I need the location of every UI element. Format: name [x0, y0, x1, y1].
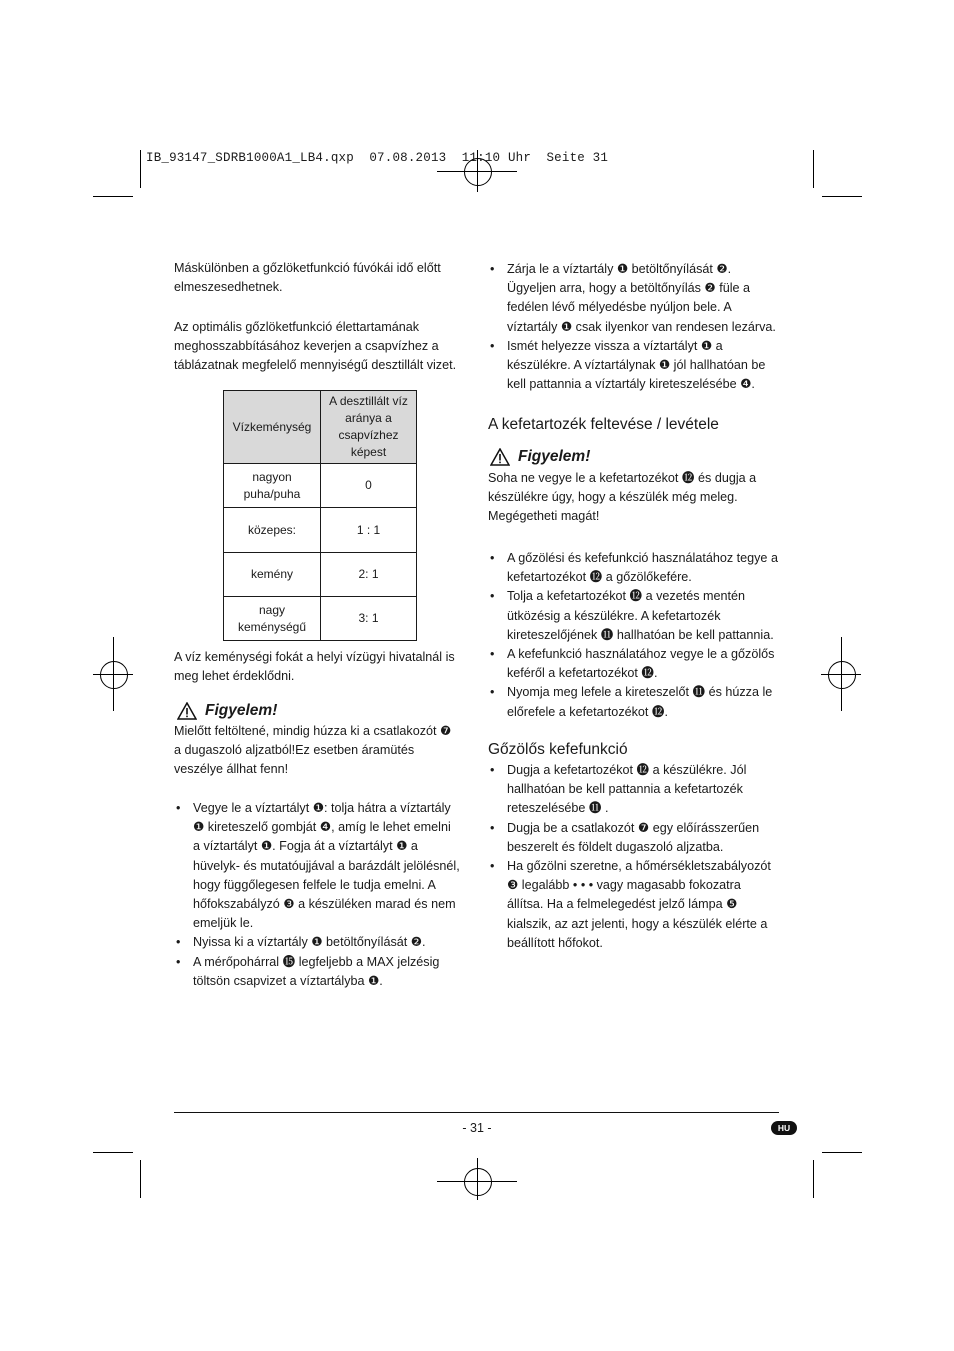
warning-triangle-icon [490, 448, 510, 466]
list-item: • Zárja le a víztartály ❶ betöltőnyílását ❷. Ügyeljen arra, hogy a betöltőnyílás ❷ füle a fedélen lévő mélyedésbe nyúljon bele. A víztartály ❶ csak ilyenkor van rendesen lezárva. [489, 260, 779, 337]
crop-mark [93, 1152, 133, 1153]
table-cell: 1 : 1 [321, 508, 417, 553]
instruction-list [175, 799, 461, 991]
registration-line [821, 674, 861, 675]
registration-mark-icon [464, 1168, 492, 1196]
list-item: • Ha gőzölni szeretne, a hőmérsékletszabályozót ❸ legalább • • • vagy magasabb fokozatra állítsa. Ha a felmelegedést jelző lámpa ❺ kialszik, az azt jelenti, hogy a készülék elérte a beállított hőfokot. [489, 857, 779, 953]
table-row [224, 553, 417, 597]
crop-mark [140, 1160, 141, 1198]
list-item: • Nyissa ki a víztartály ❶ betöltőnyílását ❷. [175, 933, 461, 952]
warning-title: Figyelem! [205, 702, 278, 719]
table-header-row [224, 391, 417, 464]
list-item: • Tolja a kefetartozékot ⓬ a vezetés mentén ütközésig a készülékre. A kefetartozék kireteszelőjének ⓫ hallhatóan be kell pattannia. [489, 587, 779, 645]
registration-line [437, 1181, 517, 1182]
registration-mark-icon [100, 661, 128, 689]
instruction-list [489, 761, 779, 953]
list-item: • A mérőpohárral ⓯ legfeljebb a MAX jelzésig töltsön csapvizet a víztartályba ❶. [175, 953, 461, 991]
table-cell: 3: 1 [321, 597, 417, 641]
warning-heading [490, 448, 590, 466]
registration-line [93, 674, 133, 675]
crop-mark [813, 1160, 814, 1198]
list-item: • Nyomja meg lefele a kireteszelőt ⓫ és húzza le előrefele a kefetartozékot ⓬. [489, 683, 779, 721]
intro-paragraph-2: Az optimális gőzlöketfunkció élettartamának meghosszabbításához keverjen a csapvízhez a táblázatnak megfelelő mennyiségű desztillált vizet. [174, 320, 457, 373]
crop-mark [822, 1152, 862, 1153]
registration-line [477, 1158, 478, 1200]
list-item: • A kefefunkció használatához vegye le a gőzölős keféről a kefetartozékot ⓬. [489, 645, 779, 683]
section-heading: A kefetartozék feltevése / levétele [488, 416, 719, 433]
table-row [224, 597, 417, 641]
water-hardness-table [223, 390, 417, 641]
print-slug: IB_93147_SDRB1000A1_LB4.qxp 07.08.2013 11:10 Uhr Seite 31 [146, 151, 609, 165]
intro-paragraph-1: Máskülönben a gőzlöketfunkció fúvókái idő előtt elmeszesedhetnek. [174, 261, 441, 295]
list-item: • Ismét helyezze vissza a víztartályt ❶ a készülékre. A víztartálynak ❶ jól hallhatóan be kell pattannia a víztartály kireteszelésébe ❹. [489, 337, 779, 395]
warning-triangle-icon [177, 702, 197, 720]
list-item: • A gőzölési és kefefunkció használatához tegye a kefetartozékot ⓬ a gőzölőkefére. [489, 549, 779, 587]
warning-title: Figyelem! [518, 448, 591, 465]
table-cell: 0 [321, 464, 417, 508]
warning-heading [177, 702, 277, 720]
table-cell: nagy keménységű [224, 597, 321, 641]
language-badge: HU [771, 1121, 797, 1135]
warning-text: Soha ne vegye le a kefetartozékot ⓬ és dugja a készülékre úgy, hogy a készülék még meleg. Megégetheti magát! [488, 471, 757, 524]
instruction-list [489, 549, 779, 722]
table-header-cell: Vízkeménység [224, 391, 321, 464]
page-number: - 31 - [462, 1121, 492, 1135]
table-header-cell: A desztillált víz aránya a csapvízhez képest [321, 391, 417, 464]
list-item: • Dugja be a csatlakozót ❼ egy előírásszerűen beszerelt és földelt dugaszoló aljzatba. [489, 819, 779, 857]
table-cell: 2: 1 [321, 553, 417, 597]
crop-mark [822, 196, 862, 197]
instruction-list [489, 260, 779, 394]
list-item: • Dugja a kefetartozékot ⓬ a készülékre. Jól hallhatóan be kell pattannia a kefetartozék reteszelésébe ⓫ . [489, 761, 779, 819]
table-cell: kemény [224, 553, 321, 597]
table-row [224, 508, 417, 553]
table-cell: közepes: [224, 508, 321, 553]
footer-rule [174, 1112, 779, 1113]
registration-mark-icon [828, 661, 856, 689]
warning-text: Mielőtt feltöltené, mindig húzza ki a csatlakozót ❼ a dugaszoló aljzatból!Ez esetben áramütés veszélye állhat fenn! [174, 724, 452, 777]
table-cell: nagyon puha/puha [224, 464, 321, 508]
crop-mark [93, 196, 133, 197]
crop-mark [813, 150, 814, 188]
section-heading: Gőzölős kefefunkció [488, 741, 628, 758]
hardness-note: A víz keménységi fokát a helyi vízügyi hivatalnál is meg lehet érdeklődni. [174, 650, 455, 684]
crop-mark [140, 150, 141, 188]
table-row [224, 464, 417, 508]
list-item: • Vegye le a víztartályt ❶: tolja hátra a víztartály ❶ kireteszelő gombját ❹, amíg le lehet emelni a víztartályt ❶. Fogja át a víztartályt ❶ a hüvelyk- és mutatóujjával a barázdált jelölésnél, hogy függőlegesen felfele le tudja emelni. A hőfokszabályzó ❸ a készüléken marad és nem emeljük le. [175, 799, 461, 933]
registration-line [437, 171, 517, 172]
